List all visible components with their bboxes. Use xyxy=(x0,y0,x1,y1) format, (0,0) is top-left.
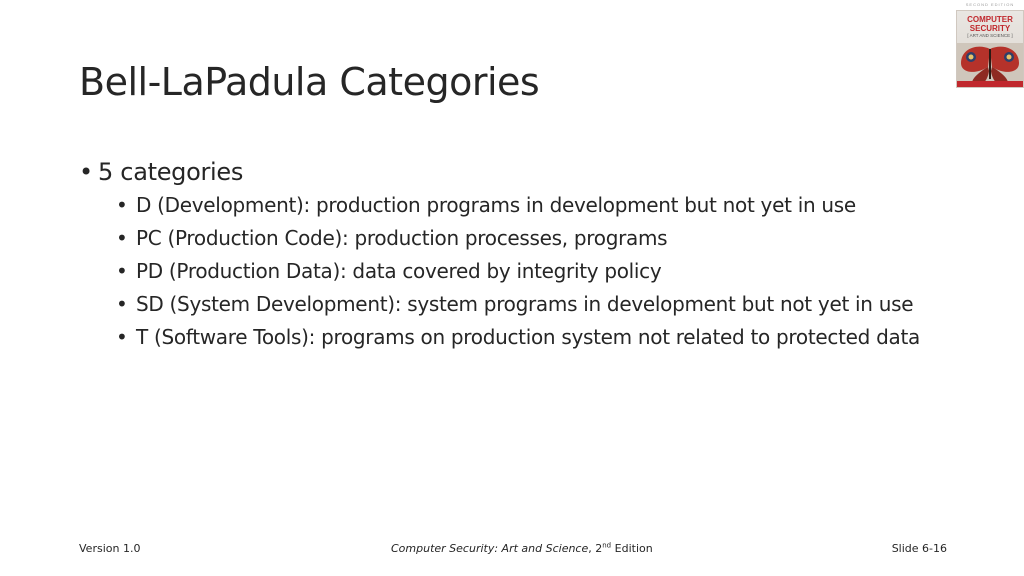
sub-bullet-text: T (Software Tools): programs on production system not related to protected data xyxy=(136,325,920,349)
book-title: COMPUTER SECURITY xyxy=(967,15,1013,33)
footer-edition-prefix: , 2 xyxy=(588,542,603,555)
bullet-icon: • xyxy=(116,226,128,250)
sub-bullet-item xyxy=(79,290,939,318)
footer-slide-number: Slide 6-16 xyxy=(891,542,947,555)
bullet-icon: • xyxy=(116,193,128,217)
sub-bullet-text: SD (System Development): system programs in development but not yet in use xyxy=(136,292,914,316)
sub-bullet-item xyxy=(79,257,939,285)
footer-edition-suffix: Edition xyxy=(611,542,653,555)
sub-bullet-item xyxy=(79,323,939,351)
sub-bullet-text: PD (Production Data): data covered by integrity policy xyxy=(136,259,662,283)
book-cover-thumbnail xyxy=(956,0,1024,88)
butterfly-icon xyxy=(957,43,1023,87)
sub-bullet-text: D (Development): production programs in development but not yet in use xyxy=(136,193,856,217)
bullet-text: 5 categories xyxy=(98,158,244,186)
sub-bullet-list xyxy=(79,191,939,351)
bullet-icon: • xyxy=(79,158,93,186)
slide-body xyxy=(79,156,939,356)
book-subtitle: [ ART AND SCIENCE ] xyxy=(967,33,1013,38)
bullet-icon: • xyxy=(116,292,128,316)
sub-bullet-item xyxy=(79,224,939,252)
footer-edition-sup: nd xyxy=(602,541,612,550)
slide-title: Bell-LaPadula Categories xyxy=(79,60,540,104)
sub-bullet-text: PC (Production Code): production processes, programs xyxy=(136,226,668,250)
footer-version: Version 1.0 xyxy=(79,542,141,555)
footer-book-citation xyxy=(391,542,653,555)
bullet-icon: • xyxy=(116,259,128,283)
sub-bullet-item xyxy=(79,191,939,219)
bullet-level-1 xyxy=(79,156,939,188)
footer-book-title: Computer Security: Art and Science xyxy=(391,542,589,555)
book-cover xyxy=(956,10,1024,88)
book-edition-header: SECOND EDITION xyxy=(965,2,1015,7)
bullet-icon: • xyxy=(116,325,128,349)
